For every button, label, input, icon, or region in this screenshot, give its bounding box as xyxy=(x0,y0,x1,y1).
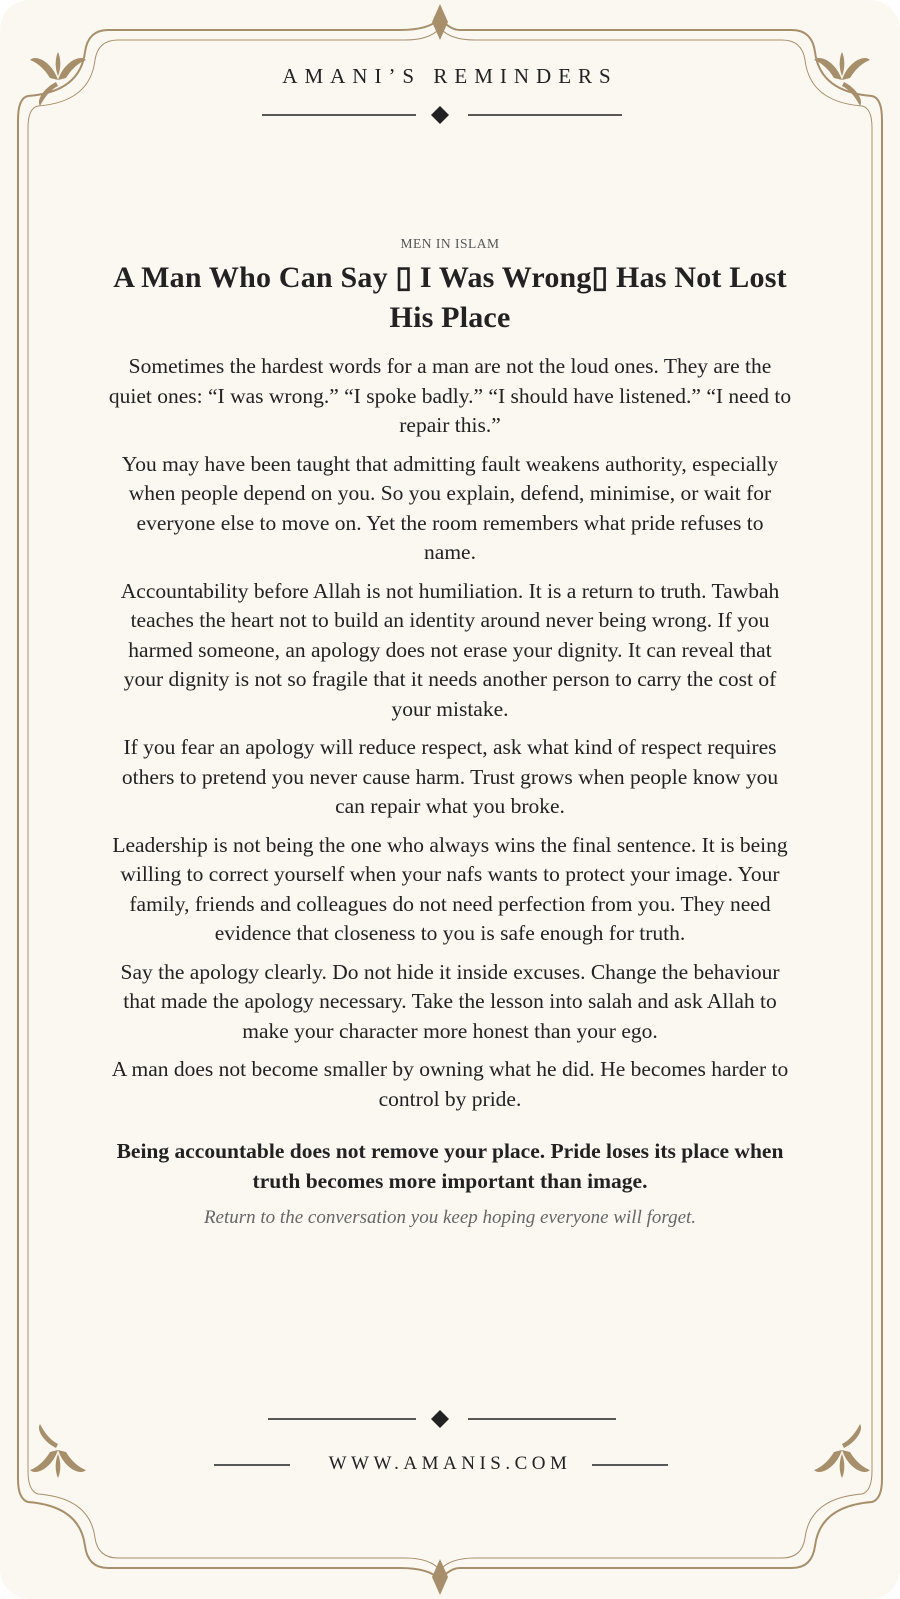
paragraph: Say the apology clearly. Do not hide it inside excuses. Change the behaviour that made the apology necessary. Take the lesson into salah and ask Allah to make your character more honest than your ego. xyxy=(120,959,780,1043)
website-url[interactable]: WWW.AMANIS.COM xyxy=(328,1453,572,1474)
paragraph: You may have been taught that admitting fault weakens authority, especially when people depend on you. So you explain, defend, minimise, or wait for everyone else to move on. Yet the room remembers what pride refuses to name. xyxy=(121,451,779,564)
diamond-icon xyxy=(432,4,448,40)
paragraph: A man does not become smaller by owning what he did. He becomes harder to control by pride. xyxy=(111,1057,789,1111)
closing-line: Return to the conversation you keep hoping everyone will forget. xyxy=(203,1207,697,1228)
category-label: MEN IN ISLAM xyxy=(400,236,500,251)
article-title: A Man Who Can Say ▯ I Was Wrong▯ Has Not Lost His Place xyxy=(113,261,787,334)
footer-divider xyxy=(268,1410,616,1428)
paragraph: Sometimes the hardest words for a man are not the loud ones. They are the quiet ones: “I was wrong.” “I spoke badly.” “I should have listened.” “I need to repair this.” xyxy=(108,354,792,437)
paragraph: Accountability before Allah is not humiliation. It is a return to truth. Tawbah teaches the heart not to build an identity around never being wrong. If you harmed someone, an apology does not erase your dignity. It can reveal that your dignity is not so fragile that it needs another person to carry the cost of your mistake. xyxy=(120,578,780,721)
header-divider xyxy=(262,106,622,124)
emphasis-statement: Being accountable does not remove your place. Pride loses its place when truth becomes more important than image. xyxy=(116,1139,784,1193)
paragraph: Leadership is not being the one who always wins the final sentence. It is being willing to correct yourself when your nafs wants to protect your image. Your family, friends and colleagues do not need perfection from you. They need evidence that closeness to you is safe enough for truth. xyxy=(112,832,788,945)
brand-title: AMANI’S REMINDERS xyxy=(282,64,618,88)
paragraph: If you fear an apology will reduce respect, ask what kind of respect requires others to pretend you never cause harm. Trust grows when people know you can repair what you broke. xyxy=(121,735,779,818)
article-body xyxy=(108,236,792,1232)
